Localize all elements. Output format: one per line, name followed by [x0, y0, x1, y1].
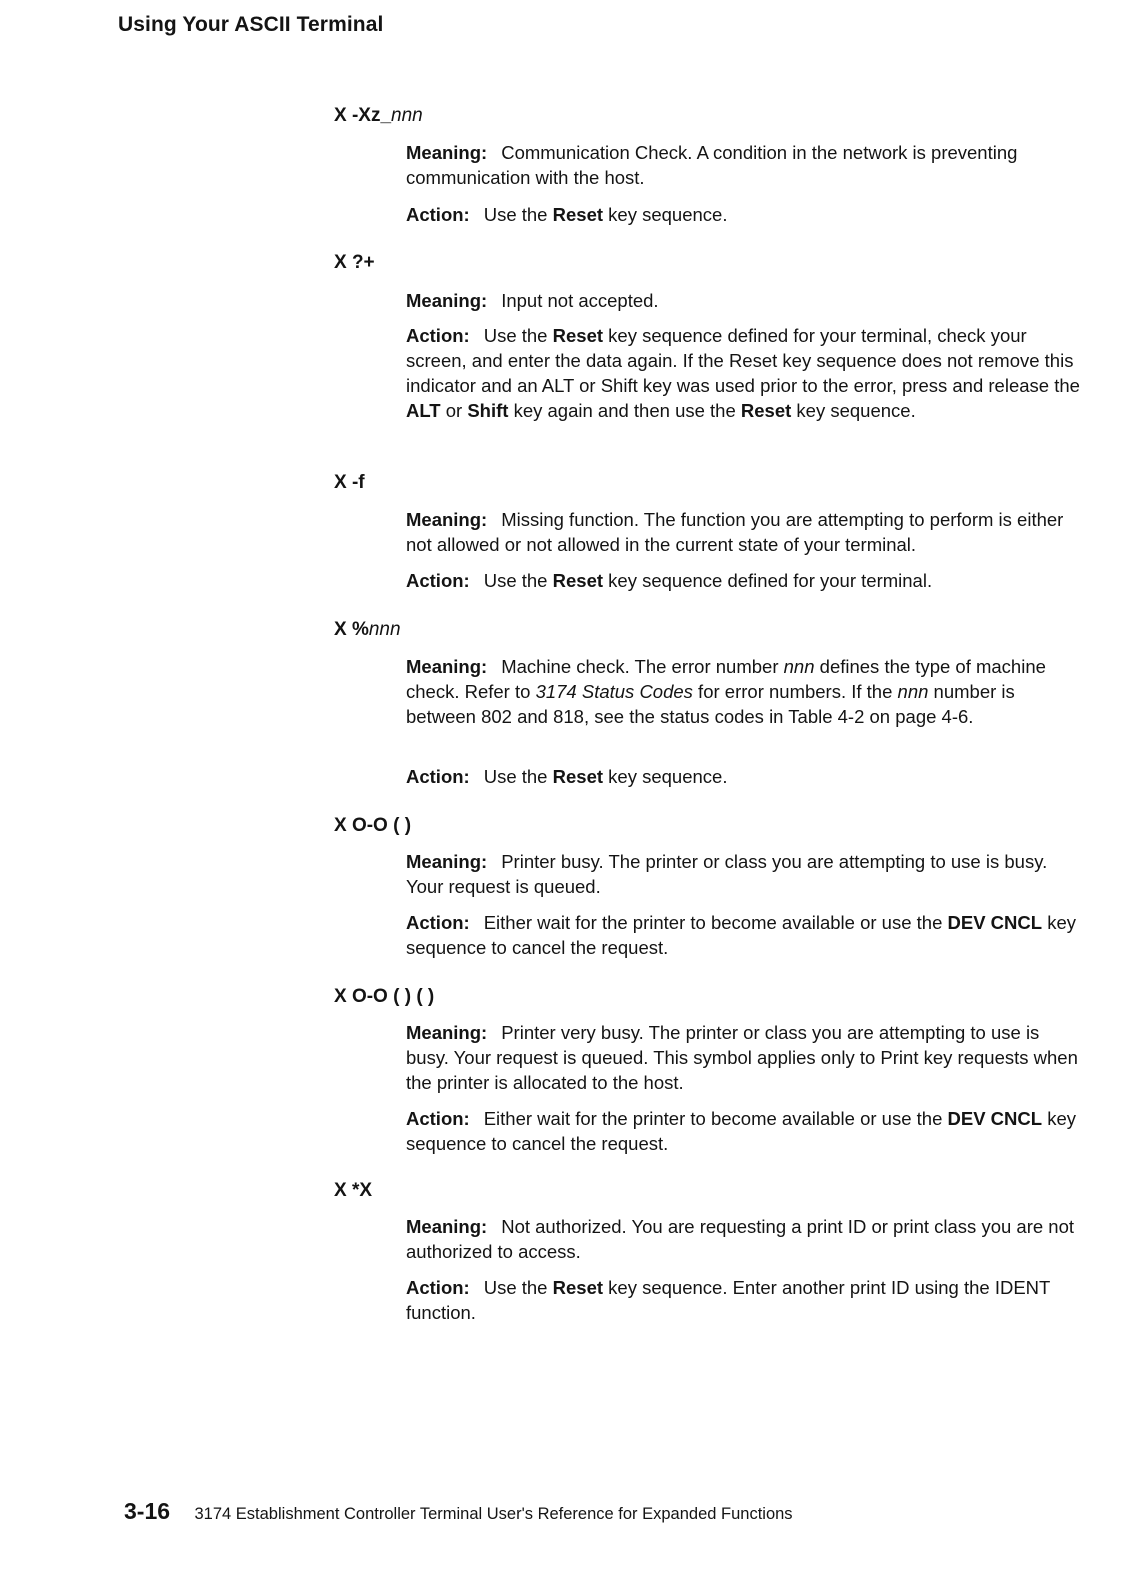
action-paragraph: [406, 202, 1081, 227]
action-run: Use the: [483, 570, 553, 591]
action-run: key again and then use the: [508, 400, 741, 421]
indicator-symbol-text: X O-O ( ): [334, 815, 412, 836]
action-run: Either wait for the printer to become available or use the: [483, 1108, 948, 1129]
action-run: DEV CNCL: [947, 912, 1043, 933]
action-run: key sequence.: [603, 766, 728, 787]
indicator-symbol-variable: nnn: [368, 619, 401, 640]
action-run: key sequence defined for your terminal.: [603, 570, 933, 591]
action-label: Action:: [406, 1277, 470, 1298]
indicator-symbol-text: X ?+: [334, 252, 375, 273]
action-label: Action:: [406, 766, 470, 787]
action-run: Reset: [552, 325, 604, 346]
meaning-run: number is between 802 and 818, see the status codes in Table 4-2 on page 4-6.: [406, 681, 1015, 727]
indicator-symbol: [334, 986, 434, 1008]
meaning-label: Meaning:: [406, 142, 488, 163]
action-run: key sequence. Enter another print ID using the IDENT function.: [406, 1277, 1050, 1323]
action-run: Use the: [483, 766, 553, 787]
action-run: Either wait for the printer to become available or use the: [483, 912, 948, 933]
meaning-run: 3174 Status Codes: [535, 681, 693, 702]
action-paragraph: [406, 1275, 1081, 1325]
meaning-run: for error numbers. If the: [692, 681, 898, 702]
action-run: or: [440, 400, 468, 421]
indicator-symbol: [334, 252, 375, 274]
meaning-paragraph: [406, 1214, 1081, 1264]
running-head: Using Your ASCII Terminal: [118, 13, 384, 36]
action-paragraph: [406, 910, 1081, 960]
indicator-symbol-text: X O-O ( ) ( ): [334, 986, 435, 1007]
meaning-run: Not authorized. You are requesting a print ID or print class you are not authorized to access.: [406, 1216, 1075, 1262]
meaning-run: Missing function. The function you are attempting to perform is either not allowed or not allowed in the current state of your terminal.: [406, 509, 1064, 555]
meaning-label: Meaning:: [406, 656, 488, 677]
meaning-run: defines the type of machine check. Refer to: [406, 656, 1046, 702]
action-run: Reset: [552, 570, 604, 591]
action-label: Action:: [406, 1108, 470, 1129]
indicator-symbol-text: X -f: [334, 472, 365, 493]
meaning-run: nnn: [783, 656, 815, 677]
action-run: Reset: [552, 204, 604, 225]
action-run: ALT: [406, 400, 441, 421]
meaning-run: Communication Check. A condition in the network is preventing communication with the host.: [406, 142, 1018, 188]
action-run: key sequence.: [603, 204, 728, 225]
meaning-label: Meaning:: [406, 851, 488, 872]
indicator-symbol-variable: nnn: [391, 105, 423, 126]
meaning-label: Meaning:: [406, 290, 488, 311]
indicator-symbol: [334, 1180, 372, 1202]
action-paragraph: [406, 764, 1081, 789]
book-title: 3174 Establishment Controller Terminal User's Reference for Expanded Functions: [194, 1505, 793, 1523]
action-run: Use the: [483, 325, 553, 346]
meaning-paragraph: [406, 140, 1081, 190]
meaning-paragraph: [406, 507, 1081, 557]
indicator-symbol-text: X -Xz_: [334, 105, 392, 126]
meaning-run: Printer very busy. The printer or class you are attempting to use is busy. Your request is queued. This symbol applies only to Print key requests when the printer is allocated to the host.: [406, 1022, 1078, 1093]
meaning-run: Machine check. The error number: [501, 656, 784, 677]
action-run: Reset: [740, 400, 792, 421]
meaning-label: Meaning:: [406, 1216, 488, 1237]
action-label: Action:: [406, 912, 470, 933]
action-run: Shift: [467, 400, 509, 421]
action-run: key sequence defined for your terminal, check your screen, and enter the data again. If the Reset key sequence does not remove this indicator and an ALT or Shift key was used prior to the error, press and release the: [406, 325, 1080, 396]
action-paragraph: [406, 568, 1081, 593]
indicator-symbol: [334, 619, 401, 641]
action-label: Action:: [406, 325, 470, 346]
indicator-symbol: [334, 472, 365, 494]
action-run: key sequence.: [791, 400, 916, 421]
meaning-paragraph: [406, 654, 1081, 729]
action-label: Action:: [406, 570, 470, 591]
page-number: 3-16: [124, 1498, 171, 1524]
action-run: Reset: [552, 1277, 604, 1298]
action-run: Reset: [552, 766, 604, 787]
indicator-symbol: [334, 105, 423, 127]
action-run: Use the: [483, 1277, 553, 1298]
indicator-symbol: [334, 815, 411, 837]
meaning-run: Printer busy. The printer or class you are attempting to use is busy. Your request is queued.: [406, 851, 1048, 897]
indicator-symbol-text: X %: [334, 619, 369, 640]
action-paragraph: [406, 323, 1081, 423]
action-run: key sequence to cancel the request.: [406, 1108, 1076, 1154]
action-run: Use the: [483, 204, 553, 225]
page-footer: [124, 1498, 793, 1525]
meaning-label: Meaning:: [406, 1022, 488, 1043]
meaning-label: Meaning:: [406, 509, 488, 530]
meaning-paragraph: [406, 288, 1081, 313]
indicator-symbol-text: X *X: [334, 1180, 373, 1201]
meaning-run: Input not accepted.: [501, 290, 659, 311]
meaning-paragraph: [406, 1020, 1081, 1095]
meaning-paragraph: [406, 849, 1081, 899]
action-label: Action:: [406, 204, 470, 225]
meaning-run: nnn: [897, 681, 929, 702]
action-paragraph: [406, 1106, 1081, 1156]
action-run: DEV CNCL: [947, 1108, 1043, 1129]
action-run: key sequence to cancel the request.: [406, 912, 1076, 958]
